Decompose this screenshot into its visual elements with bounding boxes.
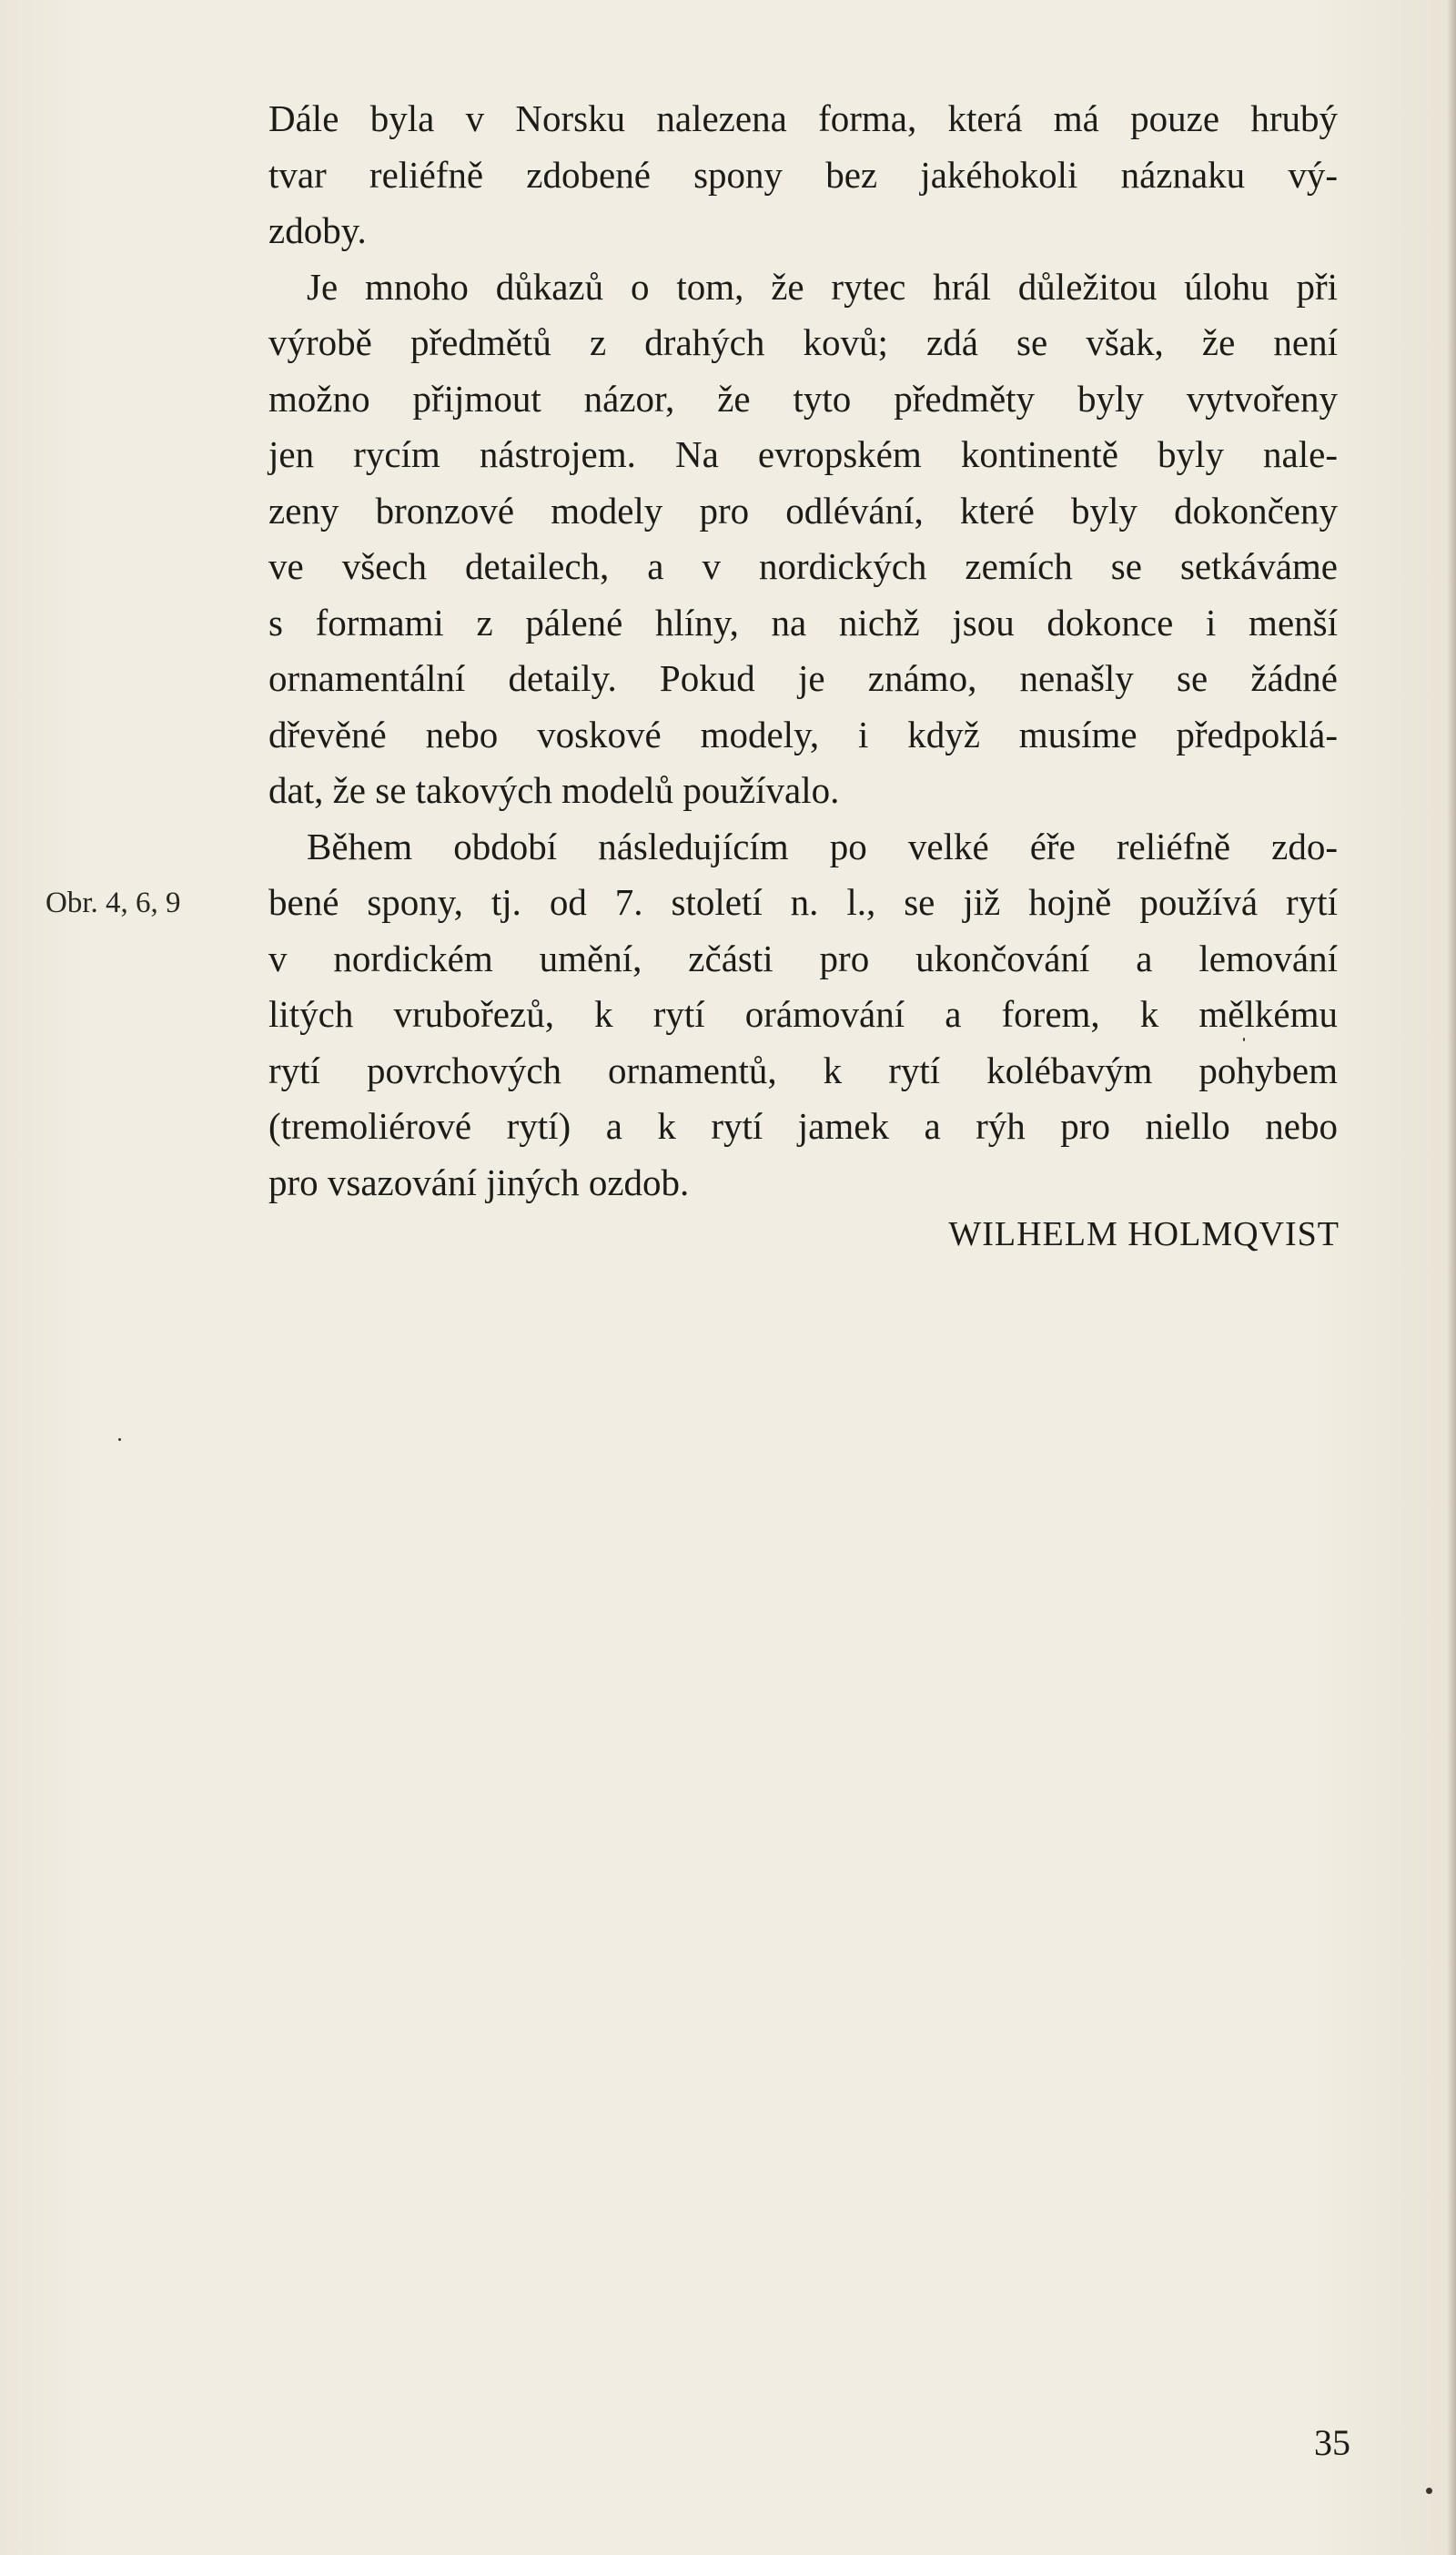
page-edge-shadow — [1447, 0, 1456, 2555]
text-line: Je mnoho důkazů o tom, že rytec hrál důležitou úlohu při — [307, 265, 1338, 308]
text-line: rytí povrchových ornamentů, k rytí kolébavým pohybem — [268, 1049, 1338, 1091]
text-line: Během období následujícím po velké éře reliéfně zdo- — [307, 825, 1338, 867]
speck — [1426, 2488, 1432, 2494]
speck — [1243, 1038, 1245, 1041]
page-number: 35 — [1314, 2422, 1350, 2463]
paragraph-3 — [268, 819, 1338, 1212]
text-line: bené spony, tj. od 7. století n. l., se již hojně používá rytí — [268, 881, 1338, 923]
text-line: (tremoliérové rytí) a k rytí jamek a rýh pro niello nebo — [268, 1105, 1338, 1147]
text-line: tvar reliéfně zdobené spony bez jakéhokoli náznaku vý- — [268, 153, 1338, 196]
speck — [118, 1438, 121, 1441]
text-line: možno přijmout názor, že tyto předměty byly vytvořeny — [268, 377, 1338, 420]
text-line: zdoby. — [268, 209, 367, 251]
text-line: dřevěné nebo voskové modely, i když musíme předpoklá- — [268, 713, 1338, 755]
author-signature: WILHELM HOLMQVIST — [948, 1215, 1340, 1253]
figure-reference: Obr. 4, 6, 9 — [46, 887, 181, 919]
text-line: výrobě předmětů z drahých kovů; zdá se však, že není — [268, 321, 1338, 363]
text-line: litých vrubořezů, k rytí orámování a forem, k mělkému — [268, 993, 1338, 1035]
text-line: ornamentální detaily. Pokud je známo, nenašly se žádné — [268, 657, 1338, 699]
text-line: s formami z pálené hlíny, na nichž jsou dokonce i menší — [268, 601, 1338, 644]
text-line: pro vsazování jiných ozdob. — [268, 1161, 690, 1203]
body-text — [268, 91, 1338, 1211]
paragraph-2 — [268, 259, 1338, 819]
text-line: zeny bronzové modely pro odlévání, které byly dokončeny — [268, 489, 1338, 532]
paragraph-1 — [268, 91, 1338, 259]
text-line: Dále byla v Norsku nalezena forma, která má pouze hrubý — [268, 97, 1338, 139]
text-line: ve všech detailech, a v nordických zemích se setkáváme — [268, 545, 1338, 587]
text-line: dat, že se takových modelů používalo. — [268, 769, 840, 811]
text-line: jen rycím nástrojem. Na evropském kontinentě byly nale- — [268, 433, 1338, 475]
text-line: v nordickém umění, zčásti pro ukončování a lemování — [268, 937, 1338, 979]
